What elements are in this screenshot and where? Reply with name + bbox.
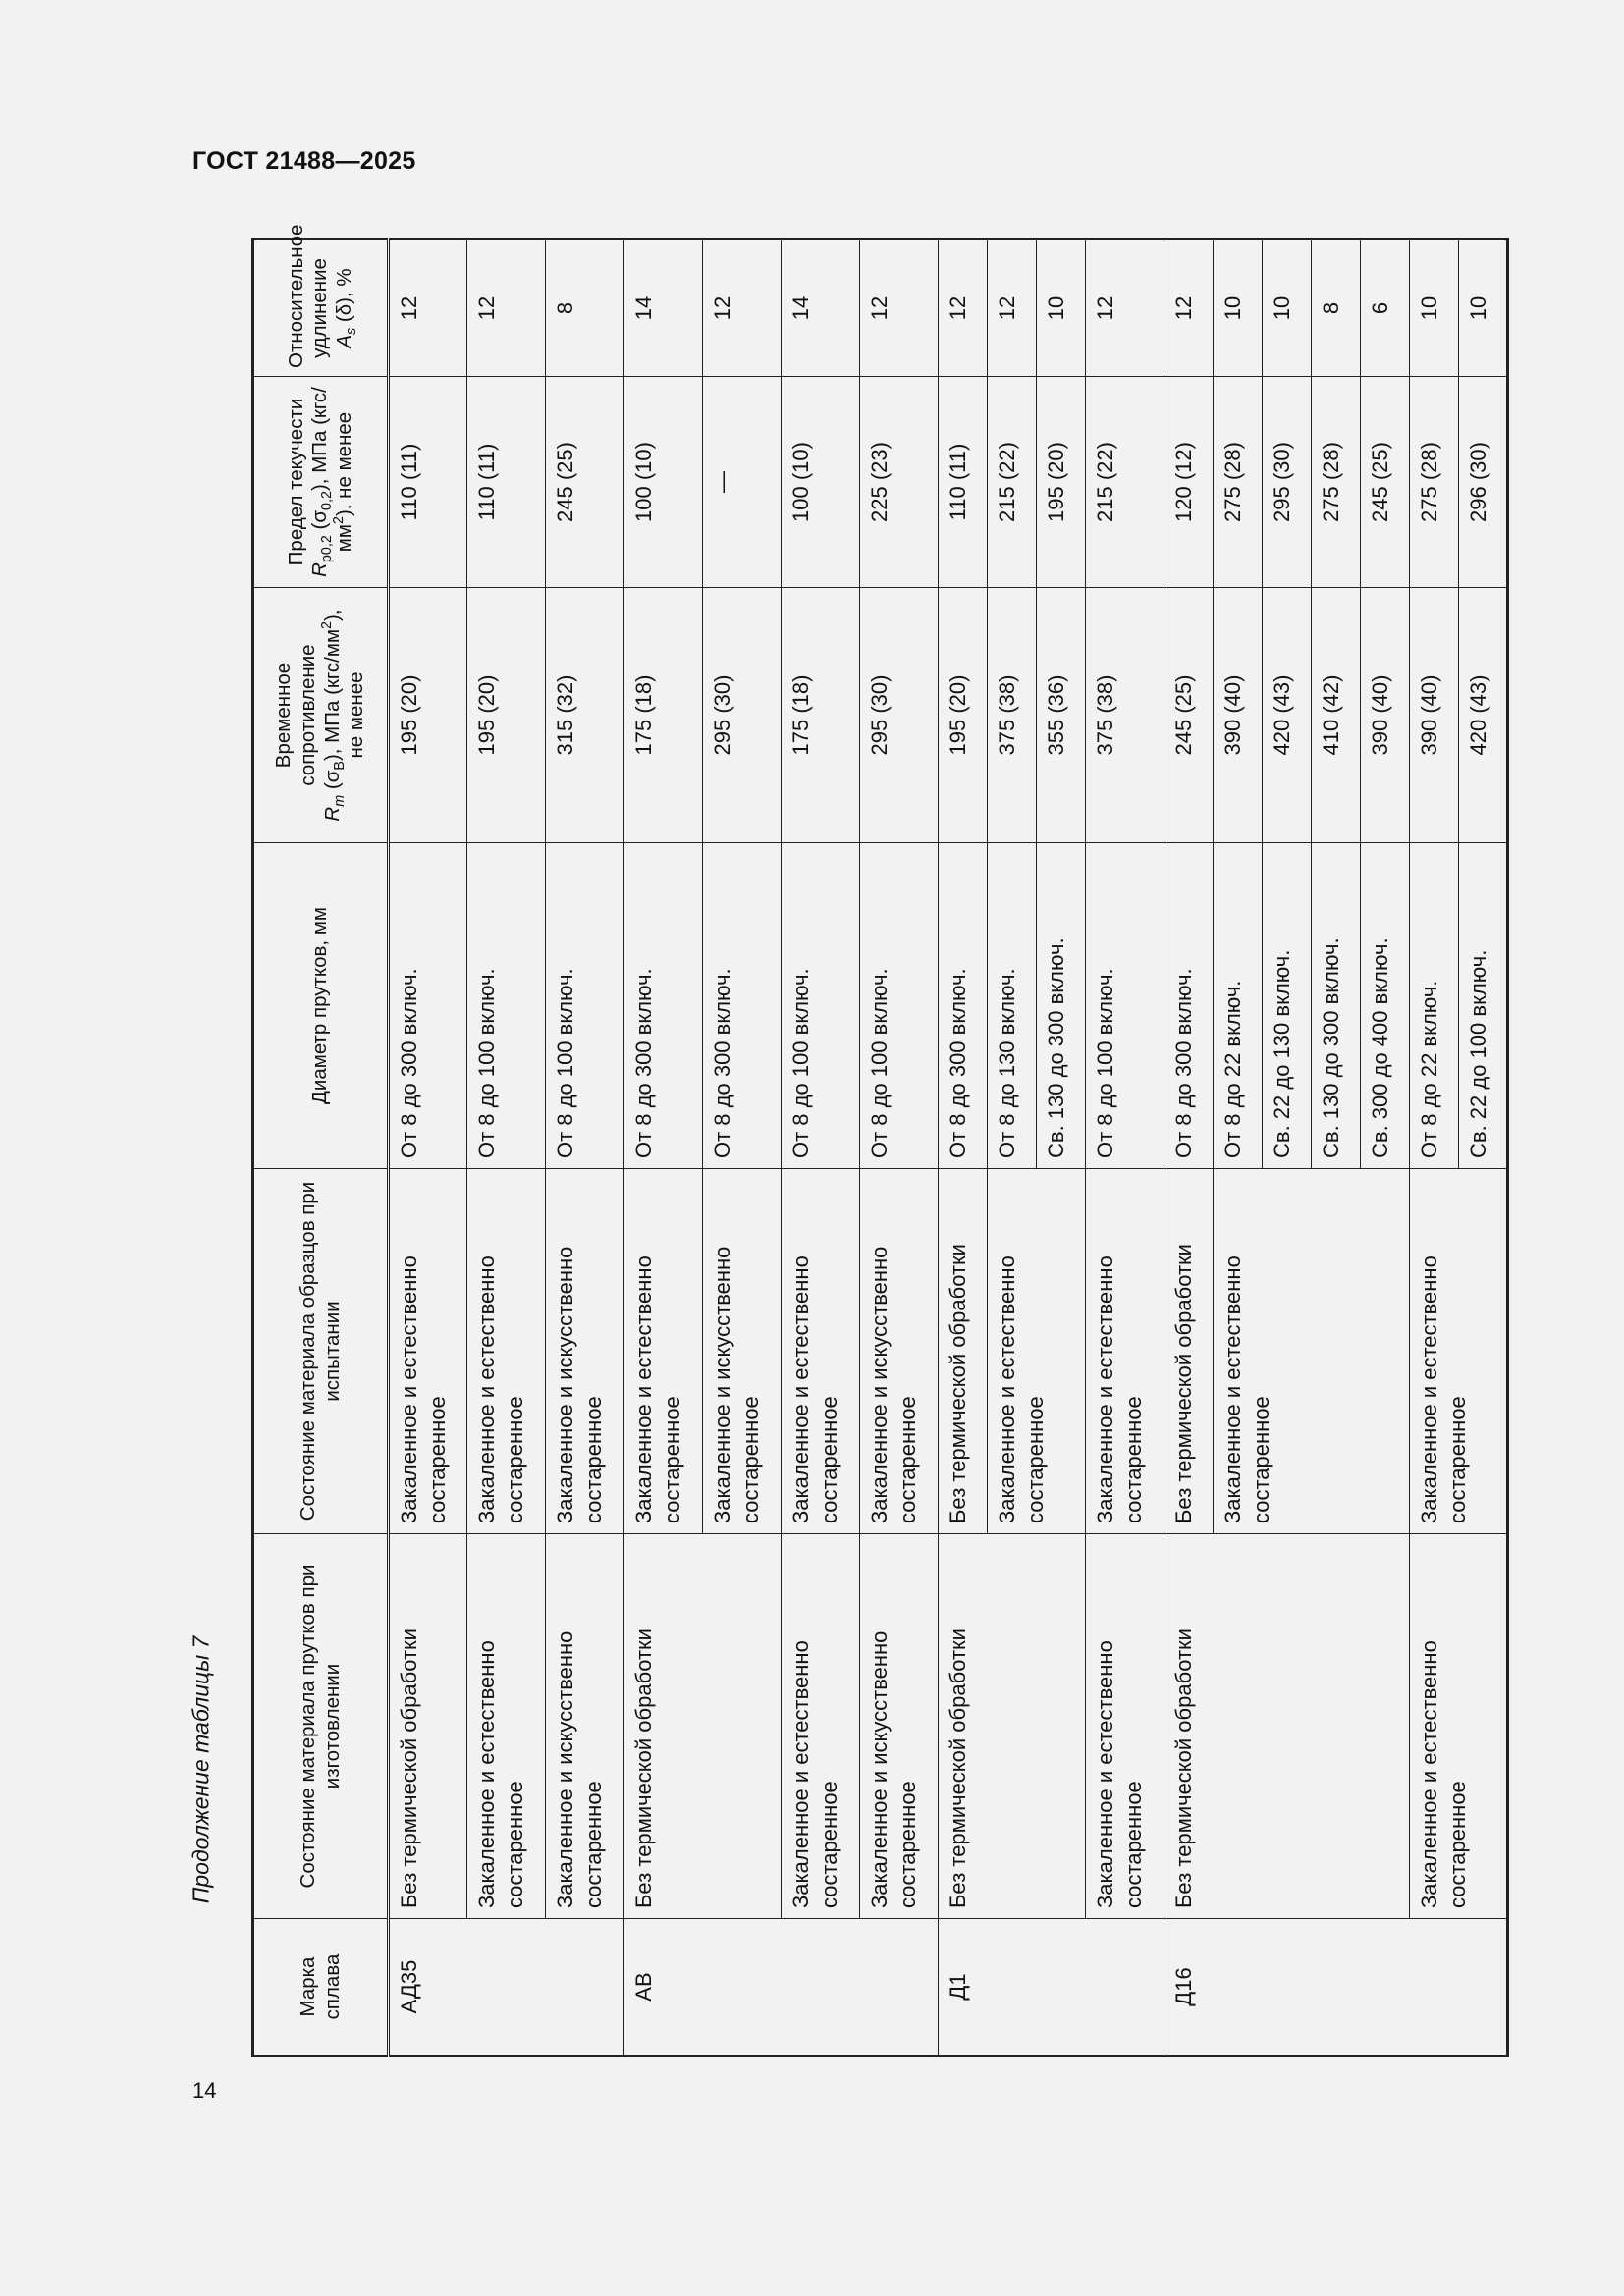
cell-grade: АВ bbox=[624, 1919, 939, 2056]
cell-state-mfg: Без термической обработки bbox=[389, 1534, 467, 1919]
cell-state-test: Закаленное и естественно состаренное bbox=[389, 1169, 467, 1534]
table-row bbox=[624, 240, 703, 2056]
cell-elongation: 8 bbox=[546, 240, 624, 377]
cell-tensile: 410 (42) bbox=[1312, 588, 1361, 843]
cell-elongation: 12 bbox=[939, 240, 988, 377]
cell-diameter: От 8 до 130 включ. bbox=[988, 843, 1037, 1169]
cell-elongation: 12 bbox=[703, 240, 782, 377]
cell-state-test: Закаленное и естественно состаренное bbox=[467, 1169, 546, 1534]
cell-state-test: Закаленное и естественно состаренное bbox=[624, 1169, 703, 1534]
cell-tensile: 375 (38) bbox=[988, 588, 1037, 843]
cell-elongation: 12 bbox=[1086, 240, 1164, 377]
cell-state-mfg: Закаленное и естественно состаренное bbox=[1086, 1534, 1164, 1919]
table-row bbox=[467, 240, 546, 2056]
cell-state-test: Без термической обработки bbox=[1164, 1169, 1214, 1534]
cell-yield: 245 (25) bbox=[1361, 377, 1410, 588]
cell-tensile: 195 (20) bbox=[389, 588, 467, 843]
cell-diameter: От 8 до 300 включ. bbox=[703, 843, 782, 1169]
cell-state-test: Закаленное и естественно состаренное bbox=[782, 1169, 860, 1534]
cell-yield: 120 (12) bbox=[1164, 377, 1214, 588]
cell-yield: 100 (10) bbox=[624, 377, 703, 588]
cell-yield: 245 (25) bbox=[546, 377, 624, 588]
cell-tensile: 315 (32) bbox=[546, 588, 624, 843]
header-tensile: Временное сопротивление $R_m$ $(\sigma_В)$, МПа $(кгс/мм^2)$, не менее bbox=[253, 588, 389, 843]
cell-elongation: 12 bbox=[860, 240, 939, 377]
cell-tensile: 375 (38) bbox=[1086, 588, 1164, 843]
cell-tensile: 390 (40) bbox=[1214, 588, 1263, 843]
cell-tensile: 175 (18) bbox=[782, 588, 860, 843]
cell-diameter: От 8 до 22 включ. bbox=[1214, 843, 1263, 1169]
cell-yield: 195 (20) bbox=[1037, 377, 1086, 588]
cell-tensile: 195 (20) bbox=[939, 588, 988, 843]
header-state-test: Состояние материала образцов при испытании bbox=[253, 1169, 389, 1534]
cell-diameter: От 8 до 100 включ. bbox=[782, 843, 860, 1169]
cell-state-mfg: Без термической обработки bbox=[624, 1534, 782, 1919]
cell-diameter: От 8 до 100 включ. bbox=[546, 843, 624, 1169]
header-elongation: Относительное удлинение $A_s$ (δ), % bbox=[253, 240, 389, 377]
cell-state-mfg: Закаленное и естественно состаренное bbox=[467, 1534, 546, 1919]
cell-diameter: Св. 22 до 100 включ. bbox=[1459, 843, 1508, 1169]
cell-grade: Д16 bbox=[1164, 1919, 1508, 2056]
cell-yield: 110 (11) bbox=[467, 377, 546, 588]
table-row bbox=[782, 240, 860, 2056]
cell-state-test: Закаленное и естественно состаренное bbox=[1214, 1169, 1410, 1534]
cell-elongation: 14 bbox=[782, 240, 860, 377]
cell-elongation: 12 bbox=[389, 240, 467, 377]
cell-state-mfg: Без термической обработки bbox=[1164, 1534, 1410, 1919]
cell-tensile: 355 (36) bbox=[1037, 588, 1086, 843]
cell-elongation: 12 bbox=[1164, 240, 1214, 377]
table-row bbox=[1086, 240, 1164, 2056]
cell-yield: 296 (30) bbox=[1459, 377, 1508, 588]
cell-elongation: 14 bbox=[624, 240, 703, 377]
cell-tensile: 295 (30) bbox=[860, 588, 939, 843]
cell-diameter: От 8 до 300 включ. bbox=[389, 843, 467, 1169]
cell-diameter: От 8 до 100 включ. bbox=[860, 843, 939, 1169]
cell-elongation: 12 bbox=[988, 240, 1037, 377]
table-row bbox=[939, 240, 988, 2056]
cell-grade: АД35 bbox=[389, 1919, 624, 2056]
cell-yield: — bbox=[703, 377, 782, 588]
cell-yield: 100 (10) bbox=[782, 377, 860, 588]
cell-elongation: 10 bbox=[1037, 240, 1086, 377]
cell-tensile: 390 (40) bbox=[1410, 588, 1459, 843]
cell-diameter: Св. 130 до 300 включ. bbox=[1037, 843, 1086, 1169]
table-row bbox=[860, 240, 939, 2056]
cell-diameter: От 8 до 300 включ. bbox=[1164, 843, 1214, 1169]
header-state-mfg: Состояние материала прутков при изготовлении bbox=[253, 1534, 389, 1919]
cell-diameter: Св. 22 до 130 включ. bbox=[1263, 843, 1312, 1169]
rotated-table-area bbox=[251, 224, 1505, 2057]
table-row bbox=[546, 240, 624, 2056]
cell-yield: 275 (28) bbox=[1312, 377, 1361, 588]
cell-state-test: Без термической обработки bbox=[939, 1169, 988, 1534]
rotated-table-inner bbox=[251, 224, 1505, 2057]
cell-yield: 275 (28) bbox=[1410, 377, 1459, 588]
cell-state-mfg: Закаленное и естественно состаренное bbox=[782, 1534, 860, 1919]
cell-tensile: 175 (18) bbox=[624, 588, 703, 843]
cell-tensile: 295 (30) bbox=[703, 588, 782, 843]
cell-elongation: 10 bbox=[1214, 240, 1263, 377]
cell-yield: 295 (30) bbox=[1263, 377, 1312, 588]
cell-state-test: Закаленное и искусственно состаренное bbox=[860, 1169, 939, 1534]
cell-state-test: Закаленное и искусственно состаренное bbox=[703, 1169, 782, 1534]
cell-state-test: Закаленное и естественно состаренное bbox=[1410, 1169, 1508, 1534]
table-header-row bbox=[253, 240, 389, 2056]
header-grade: Марка сплава bbox=[253, 1919, 389, 2056]
header-yield: Предел текучести $R_{p0,2}$ $(\sigma_{0,2})$, МПа $(кгс/мм^2)$, не менее bbox=[253, 377, 389, 588]
cell-yield: 225 (23) bbox=[860, 377, 939, 588]
cell-diameter: От 8 до 100 включ. bbox=[467, 843, 546, 1169]
cell-diameter: Св. 300 до 400 включ. bbox=[1361, 843, 1410, 1169]
cell-elongation: 8 bbox=[1312, 240, 1361, 377]
cell-yield: 110 (11) bbox=[939, 377, 988, 588]
cell-elongation: 10 bbox=[1459, 240, 1508, 377]
cell-elongation: 10 bbox=[1263, 240, 1312, 377]
properties-table bbox=[251, 224, 1509, 2057]
cell-state-test: Закаленное и естественно состаренное bbox=[988, 1169, 1086, 1534]
table-caption: Продолжение таблицы 7 bbox=[188, 1635, 214, 1904]
cell-tensile: 245 (25) bbox=[1164, 588, 1214, 843]
cell-tensile: 420 (43) bbox=[1459, 588, 1508, 843]
cell-grade: Д1 bbox=[939, 1919, 1164, 2056]
cell-diameter: От 8 до 22 включ. bbox=[1410, 843, 1459, 1169]
cell-diameter: От 8 до 100 включ. bbox=[1086, 843, 1164, 1169]
cell-yield: 110 (11) bbox=[389, 377, 467, 588]
cell-tensile: 195 (20) bbox=[467, 588, 546, 843]
cell-diameter: От 8 до 300 включ. bbox=[624, 843, 703, 1169]
cell-tensile: 390 (40) bbox=[1361, 588, 1410, 843]
cell-state-test: Закаленное и искусственно состаренное bbox=[546, 1169, 624, 1534]
cell-state-mfg: Закаленное и естественно состаренное bbox=[1410, 1534, 1508, 1919]
cell-elongation: 12 bbox=[467, 240, 546, 377]
cell-yield: 215 (22) bbox=[1086, 377, 1164, 588]
cell-diameter: Св. 130 до 300 включ. bbox=[1312, 843, 1361, 1169]
header-diameter: Диаметр прутков, мм bbox=[253, 843, 389, 1169]
page-number: 14 bbox=[192, 2078, 217, 2103]
document-header: ГОСТ 21488—2025 bbox=[192, 147, 416, 175]
cell-state-test: Закаленное и естественно состаренное bbox=[1086, 1169, 1164, 1534]
cell-elongation: 6 bbox=[1361, 240, 1410, 377]
cell-diameter: От 8 до 300 включ. bbox=[939, 843, 988, 1169]
table-row bbox=[389, 240, 467, 2056]
cell-state-mfg: Закаленное и искусственно состаренное bbox=[860, 1534, 939, 1919]
cell-tensile: 420 (43) bbox=[1263, 588, 1312, 843]
table-row bbox=[1164, 240, 1214, 2056]
cell-yield: 275 (28) bbox=[1214, 377, 1263, 588]
table-row bbox=[1410, 240, 1459, 2056]
cell-elongation: 10 bbox=[1410, 240, 1459, 377]
cell-state-mfg: Без термической обработки bbox=[939, 1534, 1086, 1919]
cell-state-mfg: Закаленное и искусственно состаренное bbox=[546, 1534, 624, 1919]
cell-yield: 215 (22) bbox=[988, 377, 1037, 588]
